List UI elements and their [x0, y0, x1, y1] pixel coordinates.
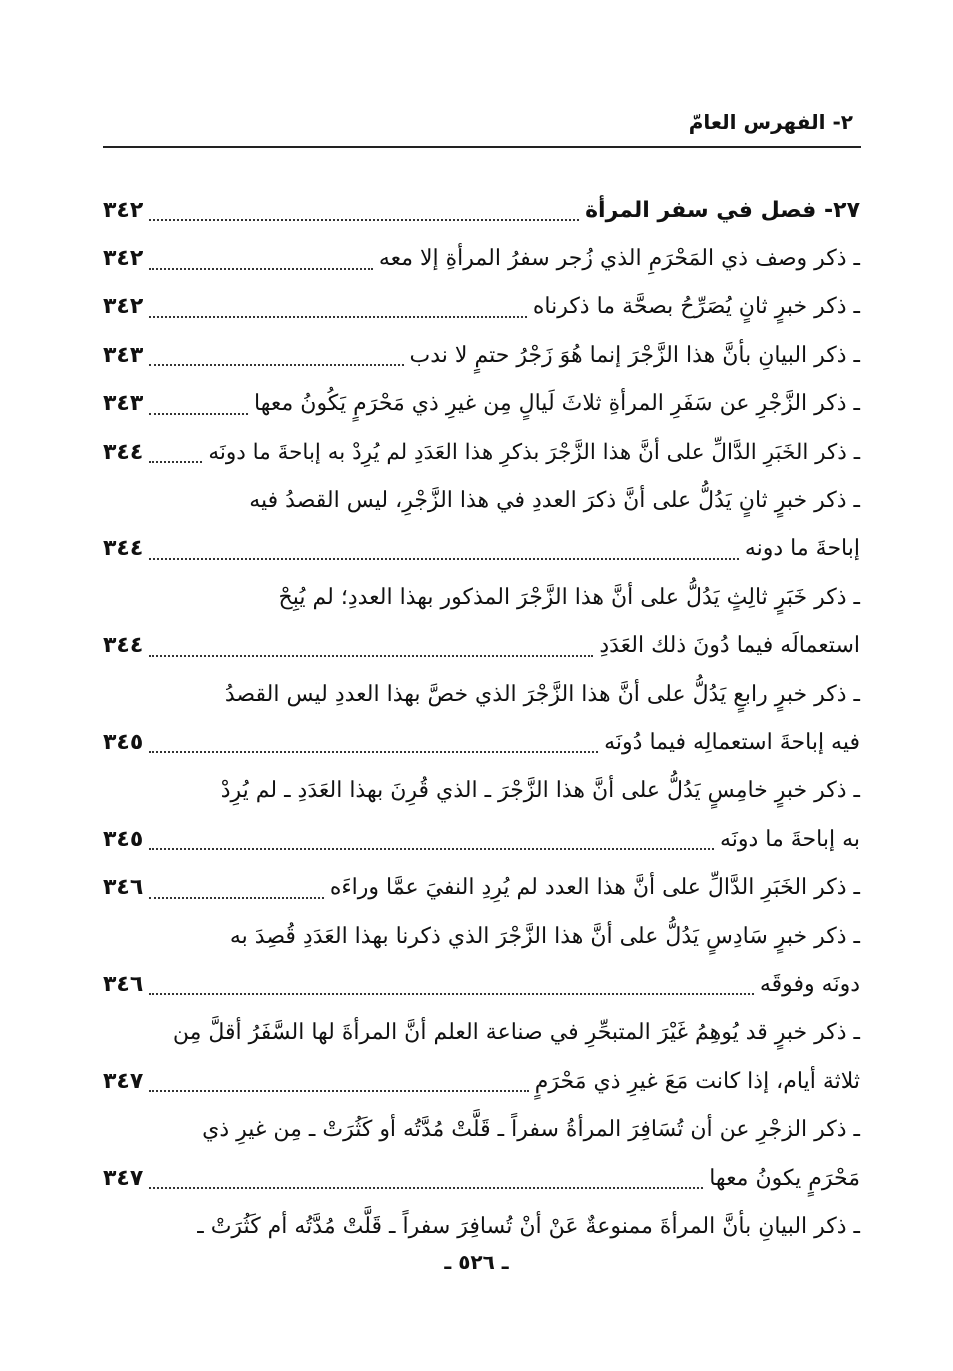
dot-leader	[149, 848, 714, 850]
entry-page-number: ٣٤٤	[103, 536, 144, 562]
entry-row	[103, 863, 860, 911]
entry-page-number: ٣٤٢	[103, 294, 144, 320]
entry-text: ـ ذكر الخَبَرِ الدَّالِّ على أنَّ هذا العدد لم يُرِدِ النفيَ عمَّا وراءَه	[329, 875, 860, 901]
entry-row	[103, 525, 860, 573]
entry-page-number: ٣٤٤	[103, 439, 144, 465]
entry-text: ٢٧- فصل في سفر المرأة	[585, 197, 860, 223]
entry-line	[103, 912, 860, 960]
entry-text: ـ ذكر وصف ذي المَحْرَمِ الذي زُجر سفرُ المرأةِ إلا معه	[378, 246, 860, 272]
entry-line	[103, 573, 860, 621]
entry-row	[103, 960, 860, 1008]
entry-text: إباحةَ ما دونه	[744, 536, 860, 562]
entry-page-number: ٣٤٥	[103, 826, 144, 852]
entry-page-number: ٣٤٢	[103, 197, 144, 223]
entry-text: مَحْرَمٍ يكونُ معها	[709, 1165, 860, 1191]
entry-text: ـ ذكر خبرٍ ثانٍ يَدُلُّ على أنَّ ذكرَ العددِ في هذا الزَّجْرِ، ليس القصدُ فيه	[249, 488, 860, 514]
entry-row	[103, 283, 860, 331]
entry-row	[103, 331, 860, 379]
entry-page-number: ٣٤٥	[103, 729, 144, 755]
entry-page-number: ٣٤٣	[103, 342, 144, 368]
entry-row	[103, 1154, 860, 1202]
entry-text: ـ ذكر خبرٍ قد يُوهِمُ غَيْرَ المتبحِّرِ في صناعة العلم أنَّ المرأةَ لها السَّفَرُ أقلَّ مِن	[172, 1020, 860, 1046]
dot-leader	[149, 993, 754, 995]
entry-page-number: ٣٤٦	[103, 971, 144, 997]
dot-leader	[149, 558, 739, 560]
entry-text: ـ ذكر خبرٍ ثانٍ يُصَرِّحُ بصحَّة ما ذكرناه	[532, 294, 860, 320]
entry-text: به إباحةَ ما دونَه	[719, 826, 860, 852]
entry-line	[103, 670, 860, 718]
entry-text: ـ ذكر خبرٍ رابعٍ يَدُلُّ على أنَّ هذا الزَّجْرَ الذي خصَّ بهذا العددِ ليس القصدُ	[224, 681, 860, 707]
dot-leader	[149, 268, 373, 270]
entry-text: ـ ذكر خَبَرٍ ثالِثٍ يَدُلُّ على أنَّ هذا الزَّجْرَ المذكور بهذا العددِ؛ لم يُبِحْ	[278, 584, 860, 610]
entry-text: ـ ذكر الزَّجْرِ عن سَفَرِ المرأةِ ثلاثَ لَيالٍ مِن غيرِ ذي مَحْرَمٍ يَكُونُ معها	[254, 391, 860, 417]
dot-leader	[149, 1090, 528, 1092]
entry-text: ـ ذكر خبرٍ خامِسٍ يَدُلُّ على أنَّ هذا الزَّجْرَ ـ الذي قُرِنَ بهذا العَدَدِ ـ لم يُرِدْ	[220, 778, 860, 804]
dot-leader	[149, 655, 593, 657]
entry-text: ـ ذكر الخَبَرِ الدَّالِّ على أنَّ هذا الزَّجْرَ بذكرِ هذا العَدَدِ لم يُرِدْ به إباحةَ ما دونَه	[208, 439, 860, 465]
section-heading-row	[103, 186, 860, 234]
entry-line	[103, 1105, 860, 1153]
entry-page-number: ٣٤٧	[103, 1068, 144, 1094]
entry-line	[103, 1202, 860, 1250]
dot-leader	[149, 316, 527, 318]
dot-leader	[149, 219, 579, 221]
running-header: ٢- الفهرس العامّ	[688, 110, 853, 134]
dot-leader	[149, 897, 324, 899]
entry-page-number: ٣٤٤	[103, 633, 144, 659]
entry-text: ـ ذكر الزجْرِ عن أن تُسَافِرَ المرأةُ سفراً ـ قَلَّتْ مُدَّتُه أو كَثُرَتْ ـ مِن غيرِ ذي	[202, 1117, 860, 1143]
entry-page-number: ٣٤٢	[103, 246, 144, 272]
entry-row	[103, 718, 860, 766]
index-entries	[103, 186, 860, 1251]
entry-text: دونَه وفوقَه	[759, 971, 860, 997]
entry-text: ـ ذكر البيانِ بأنَّ المرأةَ ممنوعةٌ عَنْ أنْ تُسافِرَ سفراً ـ قَلَّتْ مُدَّتُه أم كَثُرَتْ ـ	[197, 1213, 860, 1239]
entry-text: ثلاثة أيام، إذا كانت مَعَ غيرِ ذي مَحْرَمٍ	[534, 1068, 860, 1094]
entry-text: استعمالَه فيما دُونَ ذلك العَدَدِ	[599, 633, 860, 659]
entry-line	[103, 767, 860, 815]
dot-leader	[149, 751, 598, 753]
entry-text: فيه إباحةَ استعمالِه فيما دُونَه	[604, 729, 860, 755]
entry-row	[103, 622, 860, 670]
entry-row	[103, 1057, 860, 1105]
dot-leader	[149, 413, 248, 415]
entry-page-number: ٣٤٦	[103, 875, 144, 901]
dot-leader	[149, 364, 403, 366]
entry-page-number: ٣٤٣	[103, 391, 144, 417]
entry-text: ـ ذكر خبرٍ سَادِسٍ يَدُلُّ على أنَّ هذا الزَّجْرَ الذي ذكرنا بهذا العَدَدِ قُصِدَ به	[229, 923, 860, 949]
entry-row	[103, 815, 860, 863]
dot-leader	[149, 461, 202, 463]
entry-page-number: ٣٤٧	[103, 1165, 144, 1191]
dot-leader	[149, 1187, 703, 1189]
entry-line	[103, 1009, 860, 1057]
entry-row	[103, 428, 860, 476]
entry-text: ـ ذكر البيانِ بأنَّ هذا الزَّجْرَ إنما هُوَ زَجْرُ حتمٍ لا ندب	[409, 342, 860, 368]
entry-line	[103, 476, 860, 524]
page-number: ـ ٥٢٦ ـ	[444, 1250, 509, 1274]
entry-row	[103, 380, 860, 428]
header-rule	[103, 146, 861, 148]
entry-row	[103, 234, 860, 282]
